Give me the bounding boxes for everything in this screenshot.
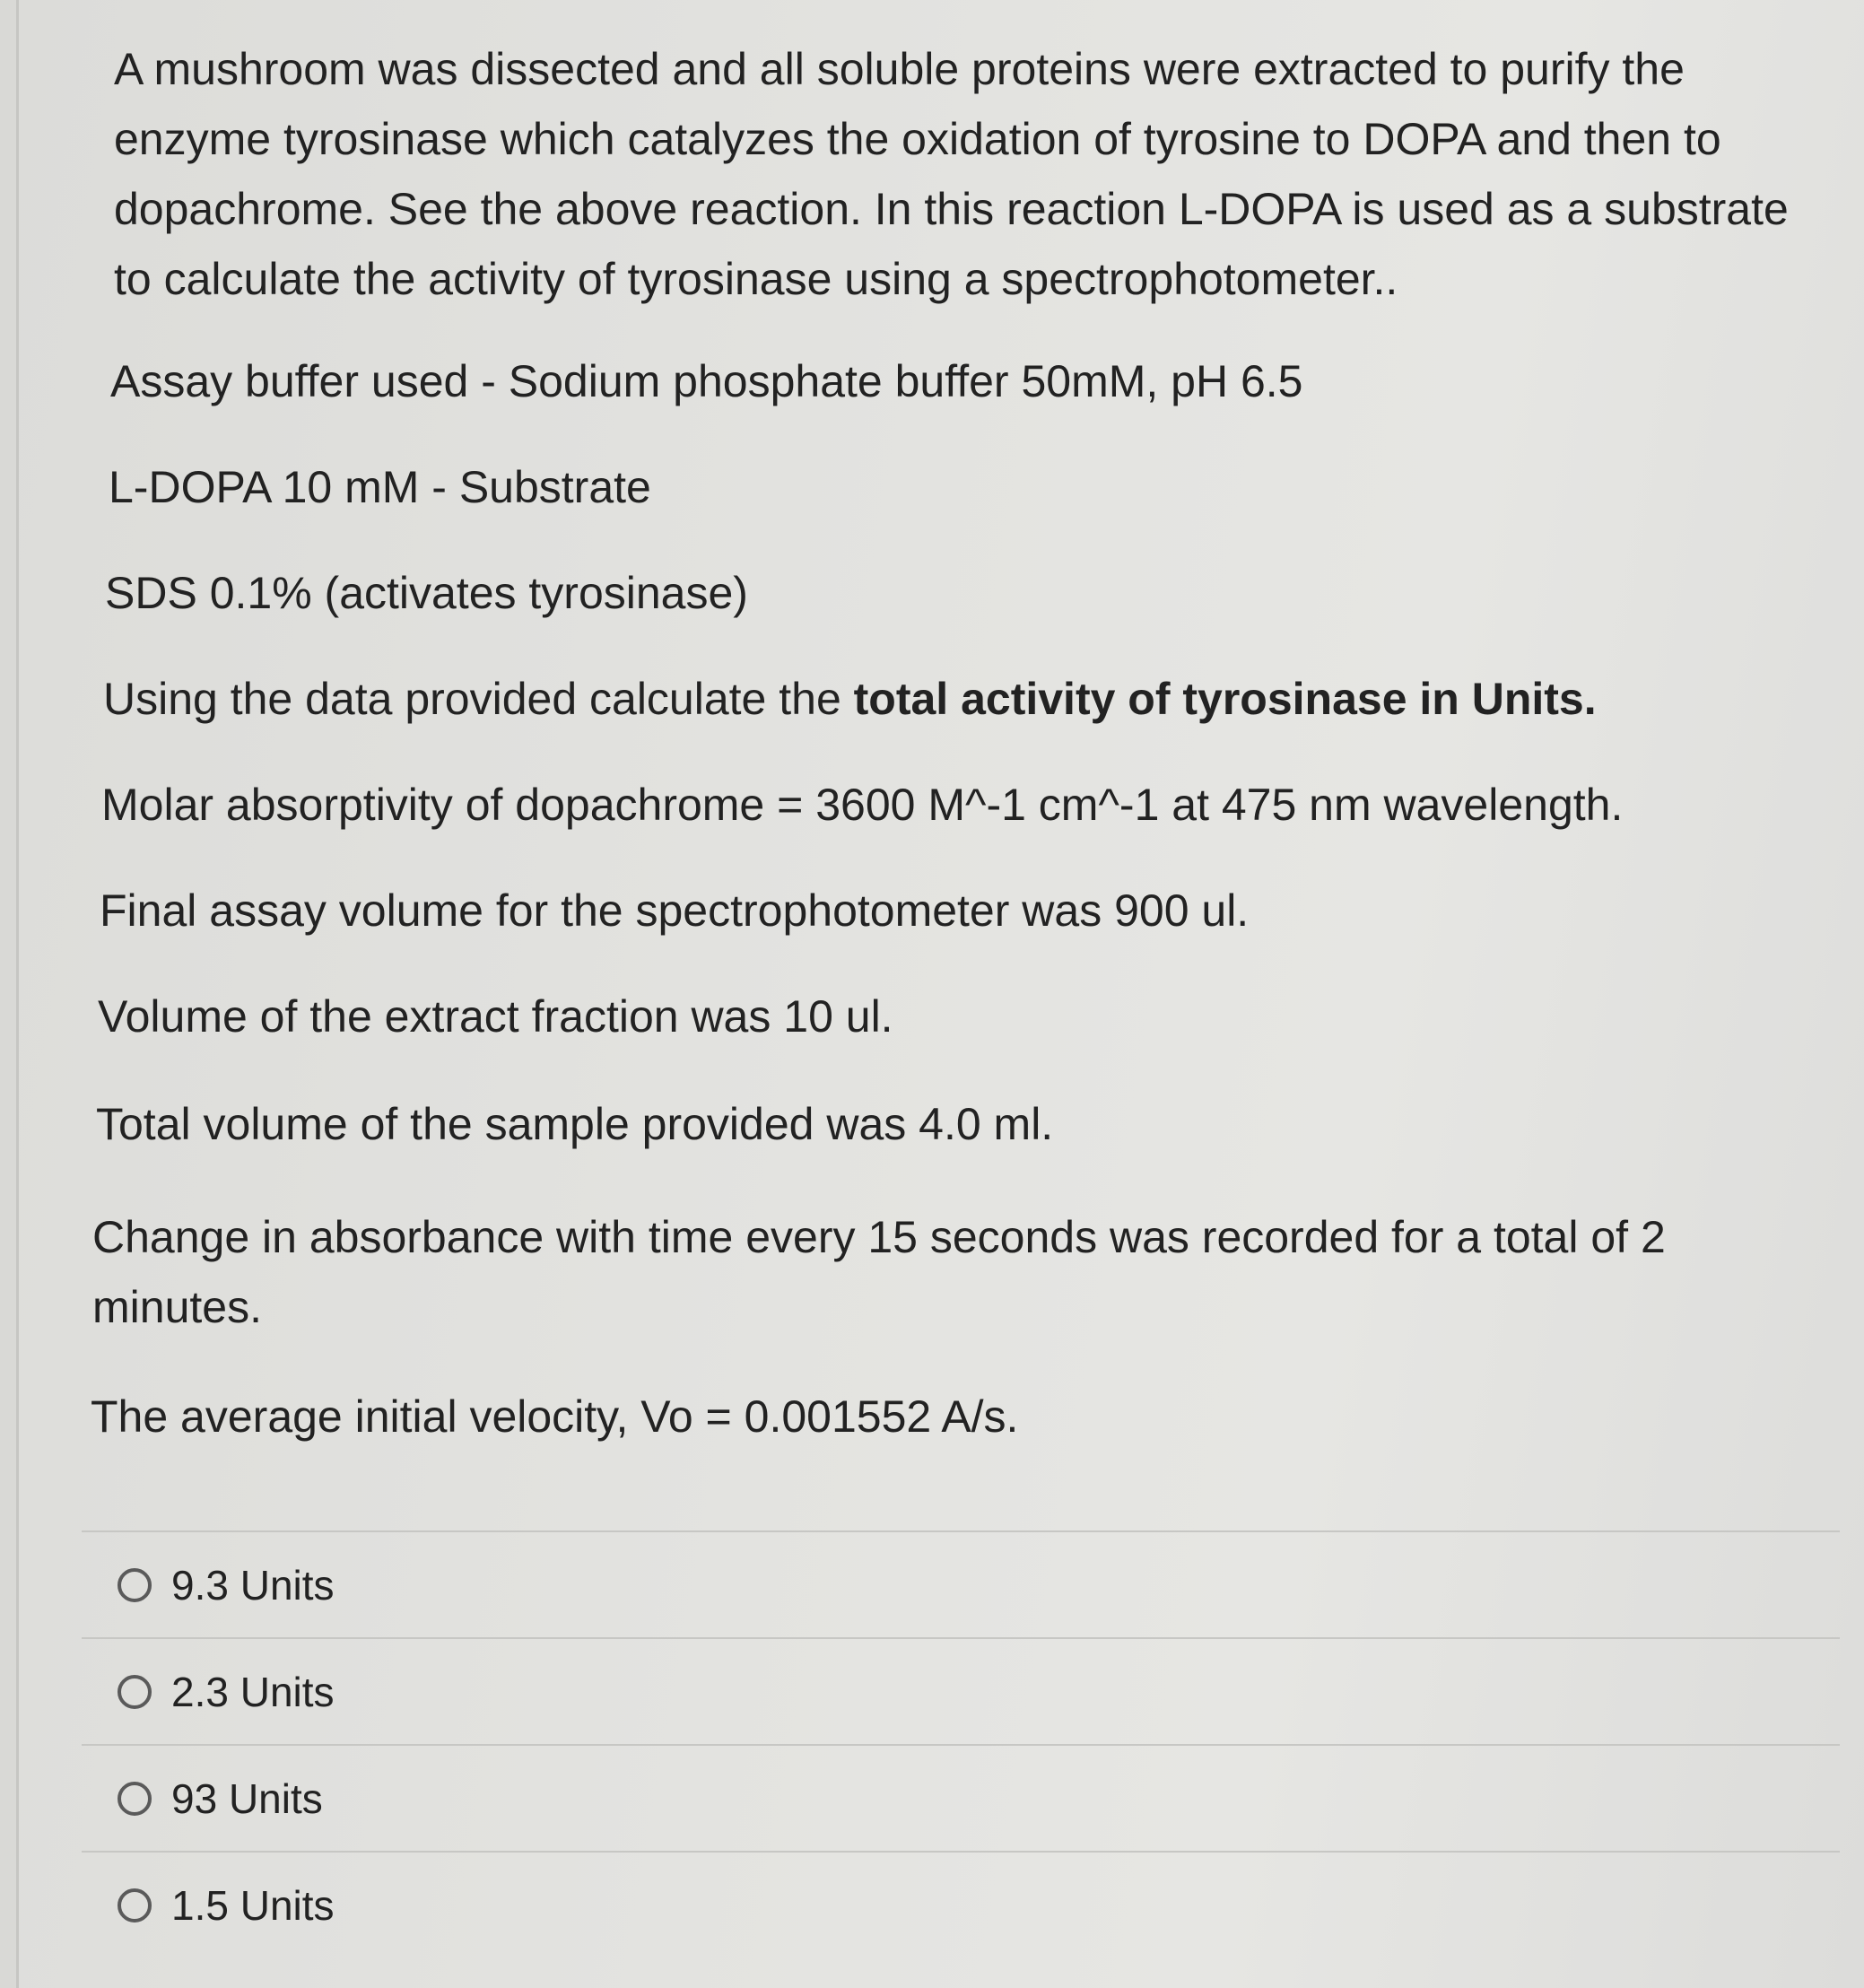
absorbance-change-text: Change in absorbance with time every 15 seconds was recorded for a total of 2 minutes. (92, 1212, 1666, 1332)
radio-button[interactable] (118, 1782, 152, 1816)
total-volume-text: Total volume of the sample provided was 4.0 ml. (96, 1099, 1054, 1149)
extract-volume-text: Volume of the extract fraction was 10 ul. (98, 991, 893, 1042)
answer-option-label: 93 Units (171, 1774, 323, 1822)
instruction-text (103, 664, 1597, 734)
answer-option-label: 1.5 Units (171, 1881, 335, 1929)
sds-text: SDS 0.1% (activates tyrosinase) (105, 568, 748, 618)
instruction-prefix: Using the data provided calculate the (103, 674, 854, 724)
molar-absorptivity-text: Molar absorptivity of dopachrome = 3600 M^-1 cm^-1 at 475 nm wavelength. (101, 780, 1624, 830)
radio-button[interactable] (118, 1568, 152, 1602)
answer-option[interactable] (82, 1532, 1840, 1637)
question-intro: A mushroom was dissected and all soluble proteins were extracted to purify the enzyme tyrosinase which catalyzes the oxidation of tyrosine to DOPA and then to dopachrome. See the above reaction. In this reaction L-DOPA is used as a substrate to calculate the activity of tyrosinase using a spectrophotometer.. (114, 44, 1789, 304)
answer-option[interactable] (82, 1639, 1840, 1744)
answer-options (82, 1530, 1840, 1957)
initial-velocity-text: The average initial velocity, Vo = 0.001552 A/s. (91, 1391, 1019, 1442)
question-body (19, 0, 1864, 1489)
radio-button[interactable] (118, 1675, 152, 1709)
radio-button[interactable] (118, 1888, 152, 1923)
assay-buffer-text: Assay buffer used - Sodium phosphate buffer 50mM, pH 6.5 (110, 356, 1303, 406)
final-volume-text: Final assay volume for the spectrophotometer was 900 ul. (100, 885, 1250, 936)
instruction-bold: total activity of tyrosinase in Units. (853, 674, 1597, 724)
answer-option-label: 2.3 Units (171, 1668, 335, 1715)
answer-option[interactable] (82, 1746, 1840, 1851)
answer-option-label: 9.3 Units (171, 1561, 335, 1609)
substrate-text: L-DOPA 10 mM - Substrate (109, 462, 651, 512)
answer-option[interactable] (82, 1853, 1840, 1957)
quiz-page (16, 0, 1864, 1988)
